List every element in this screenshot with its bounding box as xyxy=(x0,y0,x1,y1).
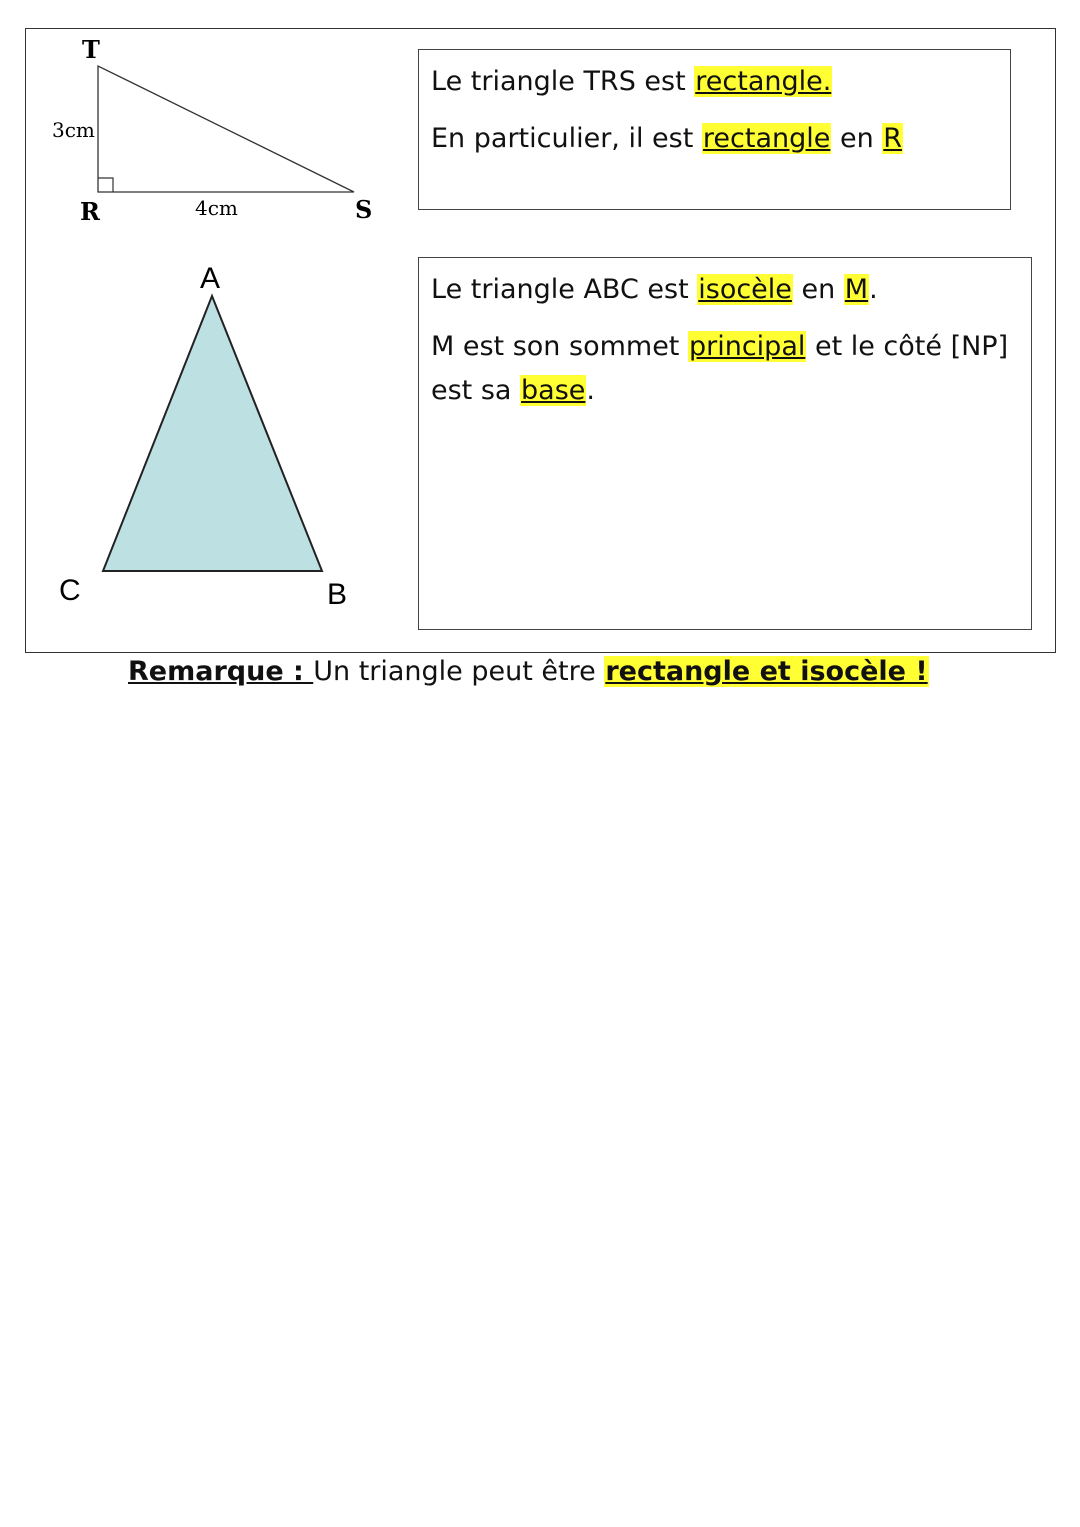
highlight-vertex-m: M xyxy=(844,274,869,305)
remark-text: Un triangle peut être xyxy=(313,656,605,687)
box2-line1: Le triangle ABC est isocèle en M. xyxy=(431,274,878,305)
definition-box-right-triangle xyxy=(418,49,1011,210)
vertex-label-c: C xyxy=(59,574,81,607)
isosceles-triangle-figure xyxy=(59,262,347,611)
box1-line2: En particulier, il est rectangle en R xyxy=(431,123,903,154)
side-label-rs: 4cm xyxy=(195,196,238,220)
box1-line1: Le triangle TRS est rectangle. xyxy=(431,66,832,97)
highlight-principal: principal xyxy=(688,331,806,362)
highlight-isocele: isocèle xyxy=(698,274,792,305)
vertex-label-s: S xyxy=(355,195,373,224)
highlight-rectangle: rectangle. xyxy=(695,66,832,97)
remark-emphasis: rectangle et isocèle ! xyxy=(605,656,928,687)
vertex-label-r: R xyxy=(80,197,100,226)
highlight-vertex-r: R xyxy=(883,123,903,154)
vertex-label-b: B xyxy=(327,578,348,611)
side-label-tr: 3cm xyxy=(52,118,95,142)
right-triangle-shape xyxy=(98,66,354,192)
box2-line2: M est son sommet principal et le côté [NP] est sa base. xyxy=(431,331,1009,406)
vertex-label-t: T xyxy=(82,35,100,64)
isosceles-triangle-shape xyxy=(103,296,322,571)
right-triangle-figure xyxy=(52,35,372,226)
right-angle-marker xyxy=(98,178,113,192)
remark-label: Remarque : xyxy=(128,656,314,687)
highlight-base: base xyxy=(521,375,586,406)
highlight-rectangle-2: rectangle xyxy=(702,123,831,154)
vertex-label-a: A xyxy=(200,262,221,295)
definition-box-isosceles xyxy=(418,257,1032,630)
remark xyxy=(128,651,929,693)
